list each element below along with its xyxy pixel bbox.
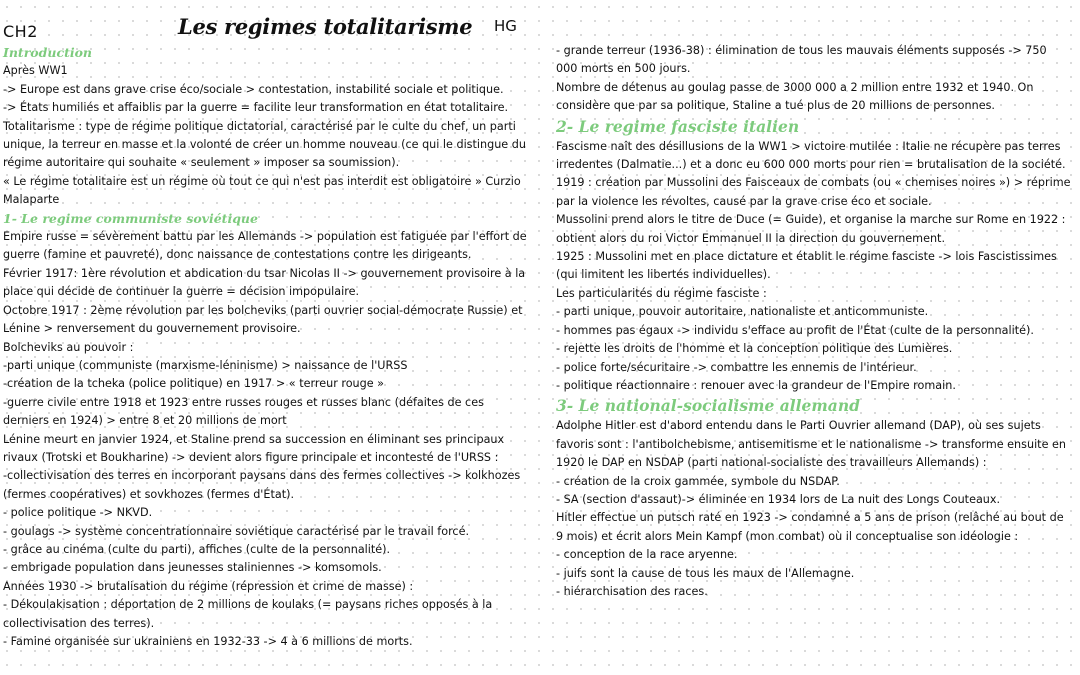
note-line: 1919 : création par Mussolini des Faisceaux de combats (ou « chemises noires ») > réprime par la violence les révoltes, causé par la grave crise éco et sociale. [556, 176, 1071, 208]
note-line: Lénine meurt en janvier 1924, et Staline prend sa succession en éliminant ses principaux rivaux (Trotski et Boukharine) -> devient alors figure principale et incontesté de l'URSS : [3, 432, 505, 464]
note-line: - juifs sont la cause de tous les maux de l'Allemagne. [556, 566, 855, 580]
note-line: -guerre civile entre 1918 et 1923 entre russes rouges et russes blanc (défaites de ces derniers en 1924) > entre 8 et 20 millions de mort [3, 395, 484, 428]
note-line: 1925 : Mussolini met en place dictature et établit le régime fasciste -> lois Fascistissimes (qui limitent les libertés individuelles). [556, 250, 1057, 282]
note-line: - hommes pas égaux -> individu s'efface au profit de l'État (culte de la personnalité). [556, 323, 1034, 337]
note-line: - rejette les droits de l'homme et la conception politique des Lumières. [556, 342, 953, 356]
note-line: Mussolini prend alors le titre de Duce (= Guide), et organise la marche sur Rome en 1922 : obtient alors du roi Victor Emmanuel II la direction du gouvernement. [556, 213, 1066, 245]
note-line: -collectivisation des terres en incorporant paysans dans des fermes collectives -> kolkhozes (fermes coopératives) et sovkhozes (fermes d'État). [3, 469, 521, 501]
note-line: - grande terreur (1936-38) : élimination de tous les mauvais éléments supposés -> 750 000 morts en 500 jours. [556, 44, 1047, 76]
note-line: - création de la croix gammée, symbole du NSDAP. [556, 474, 840, 488]
note-line: Années 1930 -> brutalisation du régime (répression et crime de masse) : [3, 579, 414, 593]
note-line: - SA (section d'assaut)-> éliminée en 1934 lors de La nuit des Longs Couteaux. [556, 492, 1001, 506]
section-heading: 2- Le regime fasciste italien [556, 116, 800, 136]
note-line: - police politique -> NKVD. [3, 506, 153, 520]
notes-left-column [3, 44, 529, 651]
note-line: Totalitarisme : type de régime politique dictatorial, caractérisé par le culte du chef, un parti unique, la terreur en masse et la volonté de créer un homme nouveau (ce qui le distingue du régime autoritaire qui souhaite « seulement » imposer sa soumission). [3, 119, 526, 170]
note-line: « Le régime totalitaire est un régime où tout ce qui n'est pas interdit est obligatoire » Curzio Malaparte [3, 174, 521, 207]
note-line: Octobre 1917 : 2ème révolution par les bolcheviks (parti ouvrier social-démocrate Russie) et Lénine > renversement du gouvernement provisoire. [3, 303, 523, 336]
subject-label: HG [494, 17, 517, 35]
note-line: - Famine organisée sur ukrainiens en 1932-33 -> 4 à 6 millions de morts. [3, 635, 413, 648]
page-header [0, 0, 1080, 46]
note-line: - hiérarchisation des races. [556, 584, 708, 598]
section-heading: 1- Le regime communiste soviétique [3, 210, 258, 226]
section-heading: 3- Le national-socialisme allemand [556, 396, 860, 416]
note-line: -création de la tcheka (police politique) en 1917 > « terreur rouge » [3, 377, 385, 391]
note-line: - Dékoulakisation : déportation de 2 millions de koulaks (= paysans riches opposés à la collectivisation des terres). [3, 598, 493, 630]
note-line: Empire russe = sévèrement battu par les Allemands -> population est fatiguée par l'effort de guerre (famine et pauvreté), donc naissance de contestations contre les dirigeants. [3, 230, 527, 262]
note-line: -parti unique (communiste (marxisme-léninisme) > naissance de l'URSS [3, 358, 408, 372]
note-line: - parti unique, pouvoir autoritaire, nationaliste et anticommuniste. [556, 305, 929, 319]
note-line: - politique réactionnaire : renouer avec la grandeur de l'Empire romain. [556, 378, 956, 392]
note-line: Après WW1 [3, 64, 68, 78]
note-line: -> Europe est dans grave crise éco/sociale > contestation, instabilité sociale et politique. [3, 82, 504, 96]
notes-right-column [556, 42, 1071, 601]
section-heading: Introduction [3, 45, 93, 60]
note-line: Fascisme naît des désillusions de la WW1 > victoire mutilée : Italie ne récupère pas terres irredentes (Dalmatie...) et a donc eu 600 000 morts pour rien = brutalisation de la société. [556, 139, 1066, 172]
note-line: -> États humiliés et affaiblis par la guerre = facilite leur transformation en état totalitaire. [3, 101, 509, 115]
note-line: Adolphe Hitler est d'abord entendu dans le Parti Ouvrier allemand (DAP), où ses sujets favoris sont : l'antibolchebisme, antisemitisme et le nationalisme -> transforme ensuite en 1920 le DAP en NSDAP (parti national-socialiste des travailleurs Allemands) : [556, 419, 1066, 470]
note-line: Les particularités du régime fasciste : [556, 286, 767, 300]
note-line: - police forte/sécuritaire -> combattre les ennemis de l'intérieur. [556, 360, 917, 374]
page-title: Les regimes totalitarisme [178, 14, 473, 39]
note-line: - conception de la race aryenne. [556, 548, 738, 562]
note-line: - embrigade population dans jeunesses staliniennes -> komsomols. [3, 561, 382, 575]
note-line: Hitler effectue un putsch raté en 1923 -> condamné a 5 ans de prison (relâché au bout de 9 mois) et écrit alors Mein Kampf (mon combat) où il conceptualise son idéologie : [556, 511, 1064, 543]
note-line: - grâce au cinéma (culte du parti), affiches (culte de la personnalité). [3, 542, 391, 556]
note-line: Nombre de détenus au goulag passe de 3000 000 a 2 million entre 1932 et 1940. On considère que par sa politique, Staline a tué plus de 20 millions de personnes. [556, 80, 1034, 113]
note-line: Février 1917: 1ère révolution et abdication du tsar Nicolas II -> gouvernement provisoire à la place qui décide de continuer la guerre = décision impopulaire. [3, 266, 526, 299]
chapter-label: CH2 [3, 22, 38, 41]
note-line: Bolcheviks au pouvoir : [3, 340, 134, 354]
note-line: - goulags -> système concentrationnaire soviétique caractérisé par le travail forcé. [3, 524, 470, 538]
